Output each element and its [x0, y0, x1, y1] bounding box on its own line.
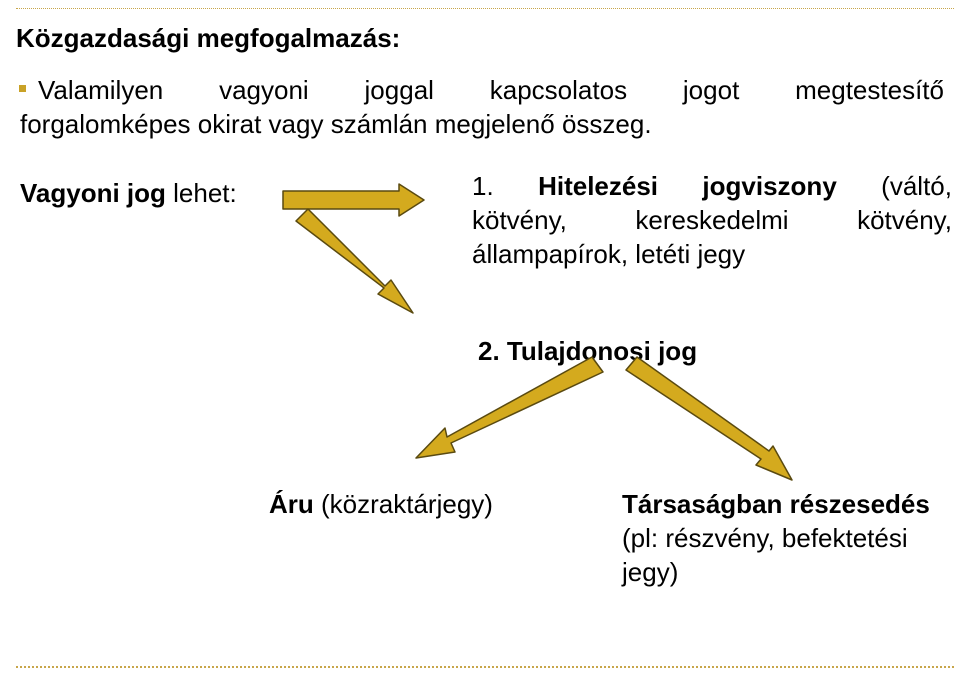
bottom-divider — [16, 666, 954, 668]
vagyoni-jog-rest: lehet: — [165, 178, 237, 208]
tarsasagban-line-2: (pl: részvény, befektetési — [622, 523, 908, 553]
jogviszony-word: jogviszony — [702, 171, 837, 201]
definition-word: vagyoni — [219, 75, 309, 105]
aru-rest: (közraktárjegy) — [313, 489, 493, 519]
vagyoni-jog-bold: Vagyoni jog — [20, 178, 166, 208]
aru-bold: Áru — [269, 489, 314, 519]
hitelezesi-number: 1. — [472, 171, 494, 201]
tulajdonosi-jog-label: 2. Tulajdonosi jog — [478, 336, 698, 366]
arrow-down-left-icon — [416, 357, 603, 458]
arrow-down-right-icon — [626, 357, 792, 480]
tarsasagban-title: Társaságban részesedés — [622, 489, 930, 519]
definition-word: Valamilyen — [38, 75, 164, 105]
definition-word: megtestesítő — [795, 75, 944, 105]
definition-word: kapcsolatos — [489, 75, 628, 105]
definition-word: joggal — [364, 75, 434, 105]
valto-word: (váltó, — [881, 171, 952, 201]
hitelezesi-line-3: állampapírok, letéti jegy — [472, 239, 746, 269]
tarsasagban-line-3: jegy) — [622, 557, 679, 587]
arrow-right-icon — [283, 184, 424, 216]
arrow-down-right-icon — [296, 209, 413, 313]
hitelezesi-word: kötvény, — [472, 205, 567, 235]
slide-title: Közgazdasági megfogalmazás: — [16, 23, 401, 53]
hitelezesi-word: kereskedelmi — [635, 205, 789, 235]
hitelezesi-word: kötvény, — [857, 205, 952, 235]
hitelezesi-word: Hitelezési — [538, 171, 659, 201]
definition-line-2: forgalomképes okirat vagy számlán megjelenő összeg. — [20, 109, 652, 139]
definition-word: jogot — [682, 75, 740, 105]
